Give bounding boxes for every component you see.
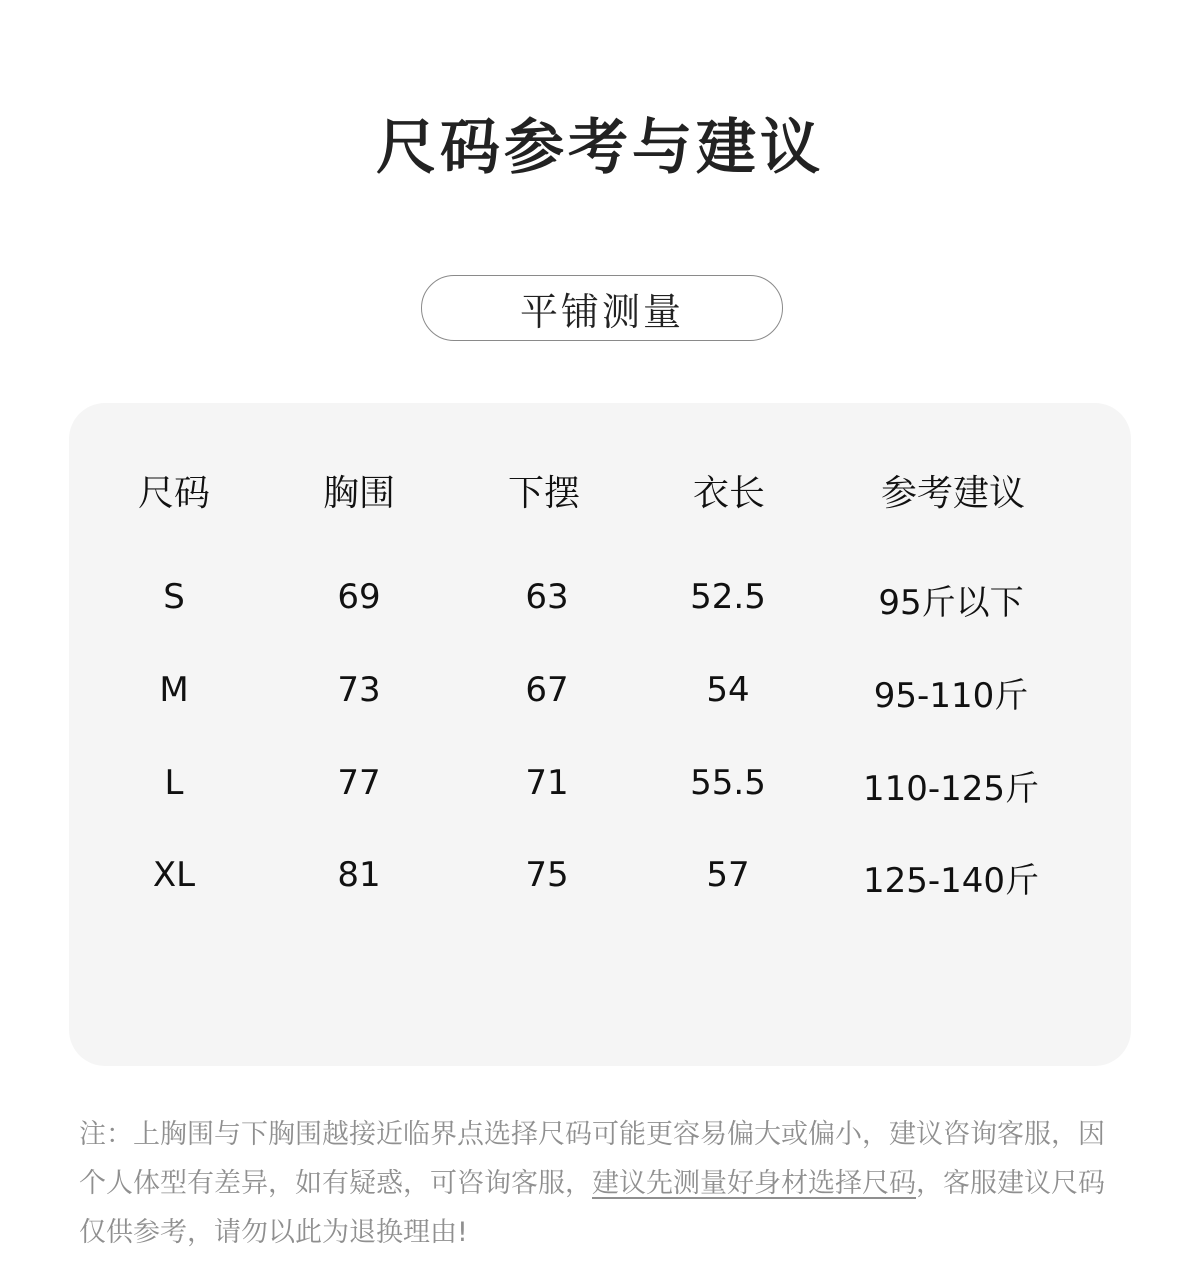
column-header-chest: 胸围 — [322, 473, 396, 514]
cell-chest: 73 — [337, 670, 381, 710]
note-highlight: 建议先测量好身材选择尺码 — [592, 1168, 916, 1199]
column-header-length: 衣长 — [692, 473, 766, 514]
cell-recommendation: 95斤以下 — [878, 583, 1024, 623]
cell-length: 54 — [706, 670, 750, 710]
cell-size: S — [163, 577, 185, 617]
cell-size: M — [159, 670, 189, 710]
measurement-method-badge — [421, 275, 783, 341]
cell-recommendation: 110-125斤 — [862, 769, 1040, 809]
column-header-size: 尺码 — [137, 473, 211, 514]
cell-chest: 77 — [337, 763, 381, 803]
cell-size: XL — [152, 855, 196, 895]
note-text: 注：上胸围与下胸围越接近临界点选择尺码可能更容易偏大或偏小，建议咨询客服，因个人体型有差异，如有疑惑，可咨询客服， — [79, 1119, 1105, 1199]
cell-chest: 69 — [337, 577, 381, 617]
cell-recommendation: 95-110斤 — [873, 676, 1029, 716]
cell-hem: 67 — [525, 670, 569, 710]
size-table — [69, 403, 1131, 1066]
cell-length: 57 — [706, 855, 750, 895]
cell-hem: 63 — [525, 577, 569, 617]
column-header-hem: 下摆 — [507, 473, 581, 514]
cell-length: 52.5 — [690, 577, 766, 617]
page-title: 尺码参考与建议 — [376, 113, 824, 183]
cell-hem: 75 — [525, 855, 569, 895]
note-text-end: ，客服建议尺码仅供参考，请勿以此为退换理由! — [79, 1168, 1105, 1248]
cell-recommendation: 125-140斤 — [862, 861, 1040, 901]
cell-length: 55.5 — [690, 763, 766, 803]
cell-chest: 81 — [337, 855, 381, 895]
cell-size: L — [164, 763, 184, 803]
size-note — [79, 1110, 1109, 1257]
measurement-method-label: 平铺测量 — [519, 289, 684, 334]
column-header-recommendation: 参考建议 — [880, 473, 1026, 514]
cell-hem: 71 — [525, 763, 569, 803]
